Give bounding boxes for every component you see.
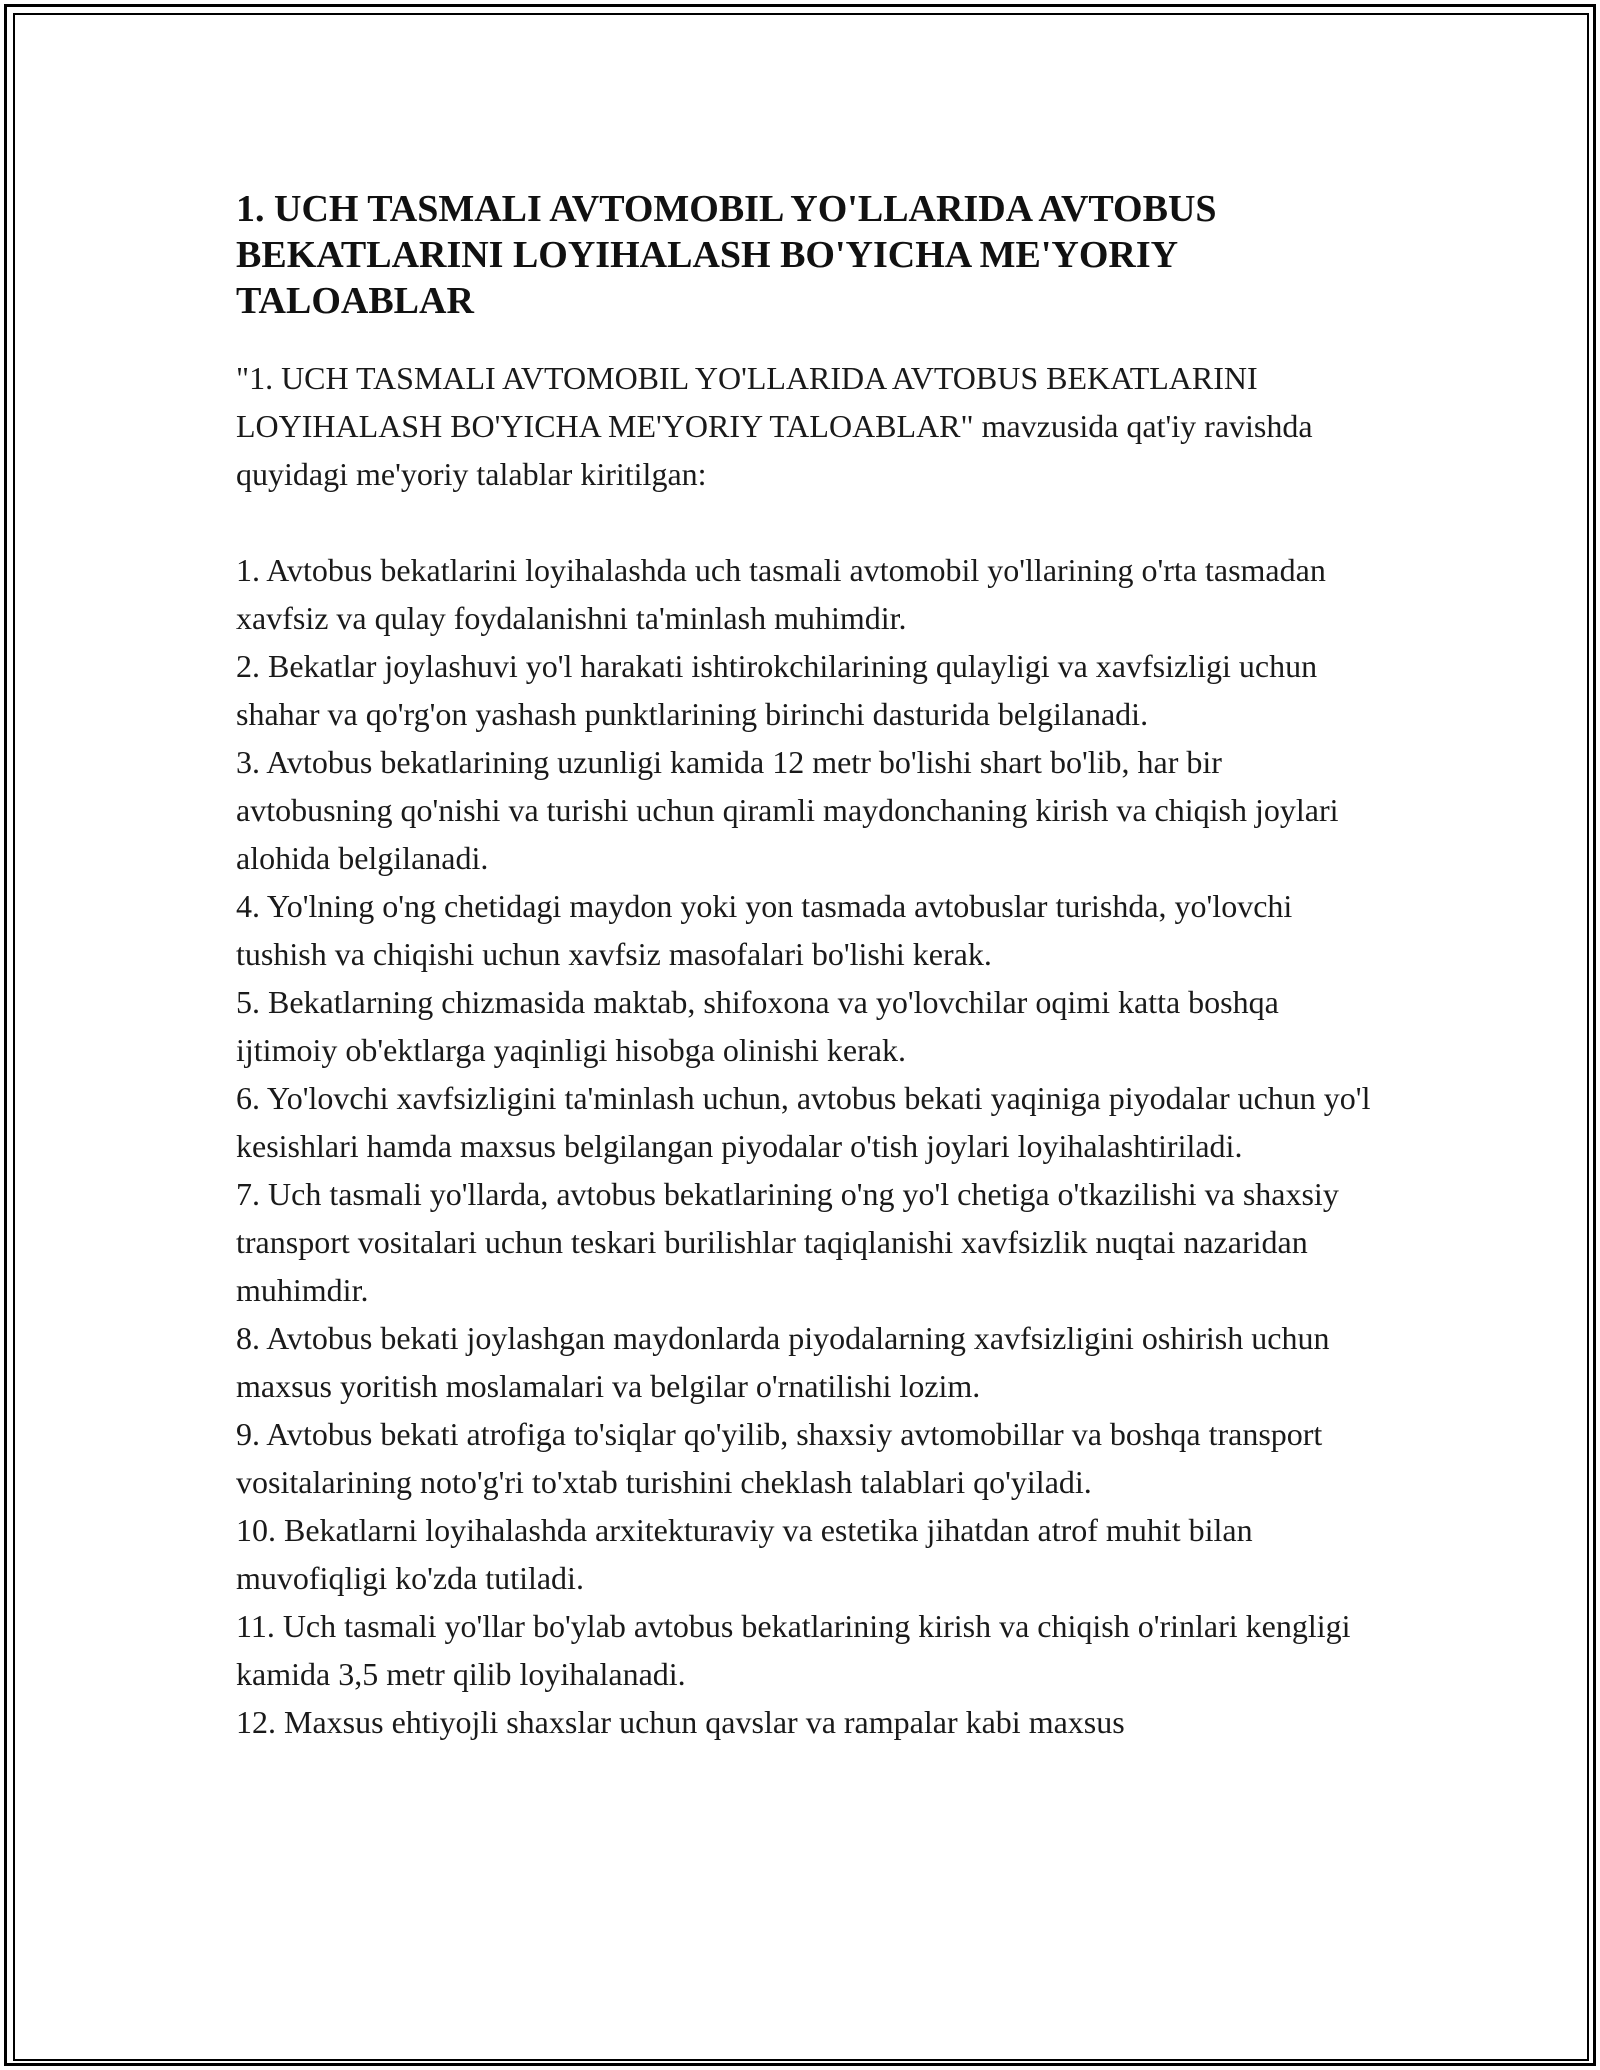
intro-paragraph: "1. UCH TASMALI AVTOMOBIL YO'LLARIDA AVTOBUS BEKATLARINI LOYIHALASH BO'YICHA ME'YORIY TALOABLAR" mavzusida qat'iy ravishda quyidagi me'yoriy talablar kiritilgan: (236, 360, 1313, 492)
requirement-item: 2. Bekatlar joylashuvi yo'l harakati ishtirokchilarining qulayligi va xavfsizligi uchun shahar va qo'rg'on yashash punktlarining birinchi dasturida belgilanadi. (236, 648, 1318, 732)
requirement-item: 8. Avtobus bekati joylashgan maydonlarda piyodalarning xavfsizligini oshirish uchun maxsus yoritish moslamalari va belgilar o'rnatilishi lozim. (236, 1320, 1330, 1404)
requirement-item: 3. Avtobus bekatlarining uzunligi kamida 12 metr bo'lishi shart bo'lib, har bir avtobusning qo'nishi va turishi uchun qiramli maydonchaning kirish va chiqish joylari alohida belgilanadi. (236, 744, 1339, 876)
requirement-item: 4. Yo'lning o'ng chetidagi maydon yoki yon tasmada avtobuslar turishda, yo'lovchi tushish va chiqishi uchun xavfsiz masofalari bo'lishi kerak. (236, 888, 1293, 972)
requirement-item: 6. Yo'lovchi xavfsizligini ta'minlash uchun, avtobus bekati yaqiniga piyodalar uchun yo'l kesishlari hamda maxsus belgilangan piyodalar o'tish joylari loyihalashtiriladi. (236, 1080, 1371, 1164)
requirement-item: 12. Maxsus ehtiyojli shaxslar uchun qavslar va rampalar kabi maxsus (236, 1704, 1125, 1740)
requirement-item: 7. Uch tasmali yo'llarda, avtobus bekatlarining o'ng yo'l chetiga o'tkazilishi va shaxsiy transport vositalari uchun teskari burilishlar taqiqlanishi xavfsizlik nuqtai nazaridan muhimdir. (236, 1176, 1339, 1308)
requirement-item: 10. Bekatlarni loyihalashda arxitekturaviy va estetika jihatdan atrof muhit bilan muvofiqligi ko'zda tutiladi. (236, 1512, 1253, 1596)
requirement-item: 1. Avtobus bekatlarini loyihalashda uch tasmali avtomobil yo'llarining o'rta tasmadan xavfsiz va qulay foydalanishni ta'minlash muhimdir. (236, 552, 1326, 636)
requirement-item: 11. Uch tasmali yo'llar bo'ylab avtobus bekatlarining kirish va chiqish o'rinlari kengligi kamida 3,5 metr qilib loyihalanadi. (236, 1608, 1351, 1692)
document-body (236, 186, 1386, 1746)
requirement-item: 5. Bekatlarning chizmasida maktab, shifoxona va yo'lovchilar oqimi katta boshqa ijtimoiy ob'ektlarga yaqinligi hisobga olinishi kerak. (236, 984, 1279, 1068)
requirement-item: 9. Avtobus bekati atrofiga to'siqlar qo'yilib, shaxsiy avtomobillar va boshqa transport vositalarining noto'g'ri to'xtab turishini cheklash talablari qo'yiladi. (236, 1416, 1323, 1500)
document-title: 1. UCH TASMALI AVTOMOBIL YO'LLARIDA AVTOBUS BEKATLARINI LOYIHALASH BO'YICHA ME'YORIY TALOABLAR (236, 188, 1217, 322)
requirements-list (236, 546, 1386, 1746)
